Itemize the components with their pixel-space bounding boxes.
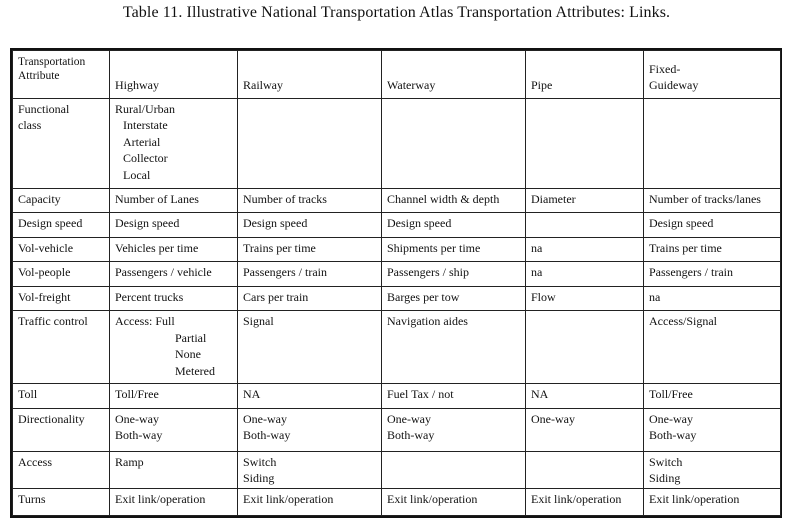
- table-row: [13, 262, 781, 286]
- cell-line: Arterial: [123, 134, 161, 149]
- table-row: [13, 213, 781, 237]
- cell-line: Toll/Free: [649, 387, 693, 402]
- cell-attribute: [13, 213, 110, 237]
- cell-line: Vol-people: [18, 265, 71, 280]
- cell-railway: [238, 489, 382, 516]
- cell-attribute: [13, 286, 110, 310]
- cell-line: Metered: [175, 363, 215, 378]
- cell-line: Design speed: [649, 216, 714, 231]
- table-row: [13, 188, 781, 212]
- cell-line: Passengers / train: [649, 265, 733, 280]
- cell-line: Passengers / train: [243, 265, 327, 280]
- cell-line: Trains per time: [649, 240, 722, 255]
- cell-waterway: [382, 384, 526, 408]
- cell-railway: [238, 188, 382, 212]
- cell-waterway: [382, 98, 526, 188]
- cell-fixed-guideway: [644, 98, 781, 188]
- cell-pipe: [526, 451, 644, 489]
- cell-line: Local: [123, 167, 151, 182]
- cell-line: Exit link/operation: [531, 492, 622, 507]
- cell-line: Ramp: [115, 454, 144, 469]
- table-row: [13, 489, 781, 516]
- header-waterway: Waterway: [382, 51, 526, 99]
- cell-railway: [238, 286, 382, 310]
- cell-waterway: [382, 489, 526, 516]
- cell-line: Both-way: [649, 428, 697, 443]
- cell-line: Design speed: [243, 216, 308, 231]
- cell-highway: [110, 408, 238, 451]
- cell-pipe: [526, 213, 644, 237]
- cell-line: Percent trucks: [115, 289, 184, 304]
- cell-railway: [238, 237, 382, 261]
- cell-railway: [238, 384, 382, 408]
- cell-line: Both-way: [387, 428, 435, 443]
- cell-line: Exit link/operation: [649, 492, 740, 507]
- cell-waterway: [382, 311, 526, 384]
- cell-highway: [110, 489, 238, 516]
- cell-line: Rural/Urban: [115, 101, 175, 116]
- cell-pipe: [526, 311, 644, 384]
- cell-fixed-guideway: [644, 311, 781, 384]
- cell-highway: [110, 188, 238, 212]
- cell-fixed-guideway: [644, 489, 781, 516]
- cell-line: NA: [243, 387, 261, 402]
- cell-pipe: [526, 489, 644, 516]
- table-row: [13, 384, 781, 408]
- cell-line: Cars per train: [243, 289, 309, 304]
- cell-fixed-guideway: [644, 286, 781, 310]
- attributes-table: [12, 50, 781, 516]
- cell-railway: [238, 213, 382, 237]
- table-row: [13, 237, 781, 261]
- cell-line: Switch: [649, 454, 683, 469]
- cell-line: Signal: [243, 314, 274, 328]
- cell-line: Channel width & depth: [387, 191, 500, 206]
- cell-highway: [110, 213, 238, 237]
- cell-line: One-way: [243, 411, 287, 426]
- cell-highway: [110, 451, 238, 489]
- cell-waterway: [382, 213, 526, 237]
- cell-attribute: [13, 384, 110, 408]
- cell-line: na: [531, 240, 543, 255]
- cell-line: Siding: [649, 471, 681, 486]
- cell-line: Passengers / vehicle: [115, 265, 212, 280]
- cell-waterway: [382, 408, 526, 451]
- cell-fixed-guideway: [644, 262, 781, 286]
- cell-line: Both-way: [115, 428, 163, 443]
- cell-attribute: [13, 489, 110, 516]
- cell-waterway: [382, 451, 526, 489]
- cell-railway: [238, 262, 382, 286]
- table-row: [13, 98, 781, 188]
- cell-highway: [110, 286, 238, 310]
- table-row: [13, 451, 781, 489]
- cell-highway: [110, 384, 238, 408]
- cell-line: Functional: [18, 101, 70, 116]
- cell-line: Vehicles per time: [115, 240, 199, 255]
- cell-line: Flow: [531, 289, 556, 304]
- cell-line: Number of Lanes: [115, 191, 199, 206]
- cell-fixed-guideway: [644, 237, 781, 261]
- cell-line: Access: [18, 454, 52, 469]
- table-title: Table 11. Illustrative National Transportation Atlas Transportation Attributes: Links.: [122, 4, 671, 21]
- cell-pipe: [526, 384, 644, 408]
- cell-attribute: [13, 262, 110, 286]
- header-fixed-guideway: [644, 51, 781, 99]
- cell-line: Directionality: [18, 411, 85, 426]
- cell-line: Design speed: [387, 216, 452, 231]
- cell-highway: [110, 262, 238, 286]
- cell-waterway: [382, 262, 526, 286]
- cell-line: Fuel Tax / not: [387, 387, 454, 402]
- cell-line: Vol-freight: [18, 289, 71, 304]
- cell-line: Design speed: [18, 216, 83, 231]
- cell-line: Exit link/operation: [115, 492, 206, 507]
- cell-fixed-guideway: [644, 188, 781, 212]
- cell-line: class: [18, 118, 42, 133]
- cell-line: One-way: [115, 411, 159, 426]
- cell-fixed-guideway: [644, 451, 781, 489]
- header-highway: Highway: [110, 51, 238, 99]
- cell-line: Exit link/operation: [387, 492, 478, 507]
- cell-line: Turns: [18, 492, 46, 507]
- cell-pipe: [526, 98, 644, 188]
- cell-line: Siding: [243, 471, 275, 486]
- cell-attribute: [13, 98, 110, 188]
- cell-line: Exit link/operation: [243, 492, 334, 507]
- cell-line: Barges per tow: [387, 289, 460, 304]
- cell-railway: [238, 311, 382, 384]
- cell-attribute: [13, 188, 110, 212]
- cell-line: None: [175, 347, 201, 361]
- cell-line: Access/Signal: [649, 314, 717, 328]
- cell-attribute: [13, 451, 110, 489]
- table-row: [13, 311, 781, 384]
- cell-waterway: [382, 237, 526, 261]
- cell-line: Collector: [123, 151, 168, 166]
- cell-line: Switch: [243, 454, 277, 469]
- header-fixed-line-1: Fixed-: [649, 61, 681, 76]
- header-pipe: Pipe: [526, 51, 644, 99]
- cell-line: Navigation aides: [387, 314, 468, 328]
- cell-line: One-way: [387, 411, 431, 426]
- cell-highway: [110, 98, 238, 188]
- cell-line: Interstate: [123, 118, 168, 133]
- cell-line: na: [649, 289, 661, 304]
- cell-line: Capacity: [18, 191, 61, 206]
- cell-pipe: [526, 262, 644, 286]
- table-row: [13, 408, 781, 451]
- cell-highway: [110, 237, 238, 261]
- cell-line: One-way: [531, 411, 575, 426]
- cell-line: na: [531, 265, 543, 280]
- cell-line: Vol-vehicle: [18, 240, 74, 255]
- cell-attribute: [13, 408, 110, 451]
- attributes-table-frame: [10, 48, 782, 518]
- cell-line: One-way: [649, 411, 693, 426]
- cell-line: NA: [531, 387, 549, 402]
- header-fixed-line-2: Guideway: [649, 78, 699, 93]
- cell-line: Design speed: [115, 216, 180, 231]
- cell-fixed-guideway: [644, 384, 781, 408]
- cell-line: Trains per time: [243, 240, 316, 255]
- cell-railway: [238, 98, 382, 188]
- cell-line: Traffic control: [18, 314, 88, 328]
- cell-waterway: [382, 286, 526, 310]
- cell-attribute: [13, 237, 110, 261]
- cell-line: Access: Full: [115, 314, 175, 328]
- cell-pipe: [526, 408, 644, 451]
- table-header-row: [13, 51, 781, 99]
- cell-pipe: [526, 188, 644, 212]
- table-row: [13, 286, 781, 310]
- cell-line: Diameter: [531, 191, 576, 206]
- cell-highway: [110, 311, 238, 384]
- cell-railway: [238, 408, 382, 451]
- cell-line: Shipments per time: [387, 240, 481, 255]
- cell-railway: [238, 451, 382, 489]
- header-railway: Railway: [238, 51, 382, 99]
- cell-line: Partial: [175, 330, 207, 345]
- cell-line: Both-way: [243, 428, 291, 443]
- cell-line: Number of tracks/lanes: [649, 191, 761, 206]
- header-attr-line-2: Attribute: [18, 70, 60, 82]
- header-attr-line-1: Transportation: [18, 56, 86, 68]
- cell-line: Toll/Free: [115, 387, 159, 402]
- cell-fixed-guideway: [644, 408, 781, 451]
- cell-line: Toll: [18, 387, 38, 402]
- cell-line: Number of tracks: [243, 191, 327, 206]
- cell-waterway: [382, 188, 526, 212]
- cell-fixed-guideway: [644, 213, 781, 237]
- cell-attribute: [13, 311, 110, 384]
- cell-pipe: [526, 237, 644, 261]
- cell-pipe: [526, 286, 644, 310]
- cell-line: Passengers / ship: [387, 265, 469, 280]
- header-transportation-attribute: [13, 51, 110, 99]
